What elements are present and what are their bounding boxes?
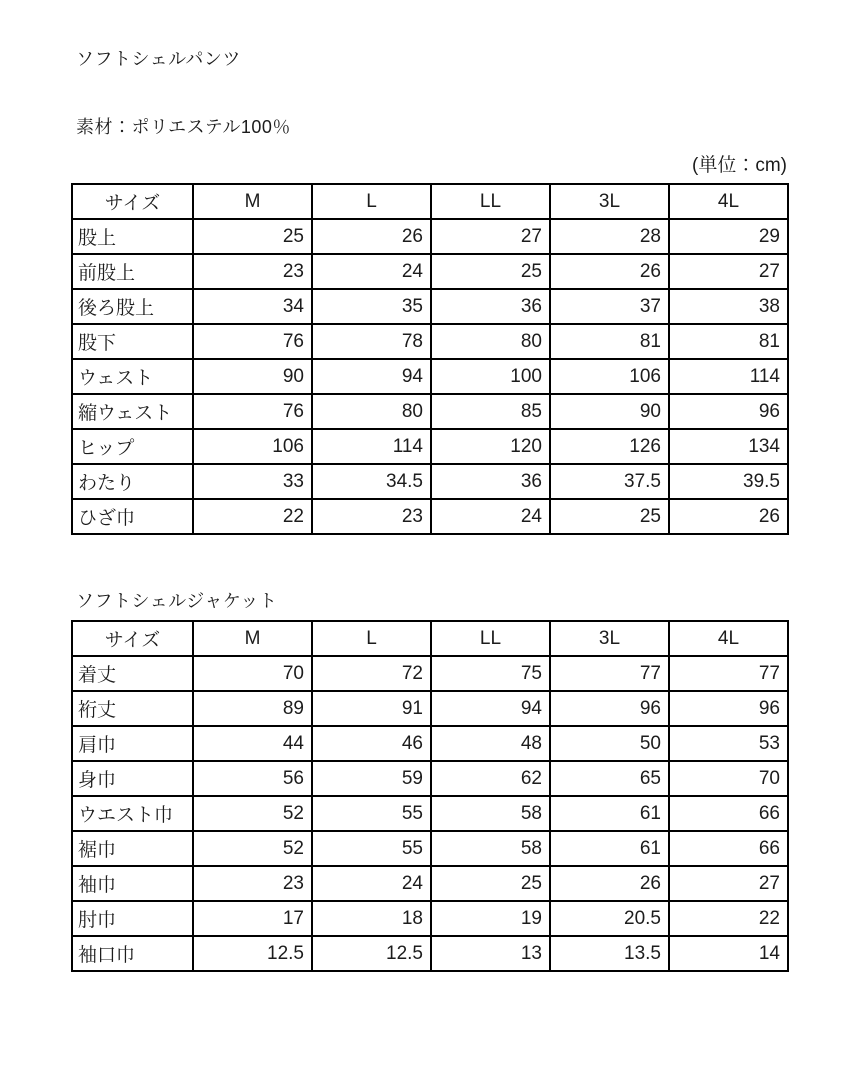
row-label-cell: 前股上 <box>72 254 193 289</box>
row-label-cell: 身巾 <box>72 761 193 796</box>
table-row <box>72 831 788 866</box>
size-header-row <box>72 184 788 219</box>
value-cell: 55 <box>312 831 431 866</box>
value-cell: 17 <box>193 901 312 936</box>
pants-section-title: ソフトシェルパンツ <box>76 49 241 69</box>
header-cell: L <box>312 621 431 656</box>
value-cell: 39.5 <box>669 464 788 499</box>
value-cell: 50 <box>550 726 669 761</box>
table-row <box>72 726 788 761</box>
value-cell: 34.5 <box>312 464 431 499</box>
value-cell: 72 <box>312 656 431 691</box>
table-row <box>72 324 788 359</box>
material-label: 素材：ポリエステル100％ <box>76 117 291 137</box>
value-cell: 91 <box>312 691 431 726</box>
value-cell: 56 <box>193 761 312 796</box>
value-cell: 53 <box>669 726 788 761</box>
row-label-cell: 肩巾 <box>72 726 193 761</box>
value-cell: 55 <box>312 796 431 831</box>
value-cell: 24 <box>431 499 550 534</box>
row-label-cell: 股上 <box>72 219 193 254</box>
value-cell: 44 <box>193 726 312 761</box>
value-cell: 106 <box>550 359 669 394</box>
value-cell: 77 <box>669 656 788 691</box>
value-cell: 70 <box>193 656 312 691</box>
header-cell: サイズ <box>72 621 193 656</box>
value-cell: 37.5 <box>550 464 669 499</box>
row-label-cell: 肘巾 <box>72 901 193 936</box>
value-cell: 96 <box>550 691 669 726</box>
value-cell: 70 <box>669 761 788 796</box>
value-cell: 27 <box>431 219 550 254</box>
value-cell: 75 <box>431 656 550 691</box>
value-cell: 81 <box>669 324 788 359</box>
value-cell: 37 <box>550 289 669 324</box>
value-cell: 100 <box>431 359 550 394</box>
value-cell: 13 <box>431 936 550 971</box>
row-label-cell: ウエスト巾 <box>72 796 193 831</box>
value-cell: 34 <box>193 289 312 324</box>
value-cell: 76 <box>193 324 312 359</box>
value-cell: 28 <box>550 219 669 254</box>
jacket-size-table <box>71 620 789 972</box>
value-cell: 120 <box>431 429 550 464</box>
table-row <box>72 219 788 254</box>
header-cell: M <box>193 621 312 656</box>
row-label-cell: ひざ巾 <box>72 499 193 534</box>
header-cell: LL <box>431 621 550 656</box>
value-cell: 58 <box>431 796 550 831</box>
value-cell: 94 <box>431 691 550 726</box>
row-label-cell: 縮ウェスト <box>72 394 193 429</box>
value-cell: 126 <box>550 429 669 464</box>
row-label-cell: 裄丈 <box>72 691 193 726</box>
table-row <box>72 901 788 936</box>
row-label-cell: ヒップ <box>72 429 193 464</box>
value-cell: 22 <box>193 499 312 534</box>
value-cell: 52 <box>193 831 312 866</box>
value-cell: 61 <box>550 831 669 866</box>
value-cell: 23 <box>312 499 431 534</box>
value-cell: 76 <box>193 394 312 429</box>
value-cell: 62 <box>431 761 550 796</box>
value-cell: 85 <box>431 394 550 429</box>
row-label-cell: 股下 <box>72 324 193 359</box>
table-row <box>72 464 788 499</box>
unit-note: (単位：cm) <box>692 155 787 176</box>
value-cell: 36 <box>431 289 550 324</box>
row-label-cell: 後ろ股上 <box>72 289 193 324</box>
row-label-cell: 袖巾 <box>72 866 193 901</box>
value-cell: 38 <box>669 289 788 324</box>
jacket-section-title: ソフトシェルジャケット <box>76 591 278 611</box>
value-cell: 23 <box>193 254 312 289</box>
size-header-row <box>72 621 788 656</box>
value-cell: 25 <box>431 866 550 901</box>
value-cell: 24 <box>312 254 431 289</box>
value-cell: 25 <box>431 254 550 289</box>
row-label-cell: わたり <box>72 464 193 499</box>
value-cell: 65 <box>550 761 669 796</box>
row-label-cell: 着丈 <box>72 656 193 691</box>
value-cell: 80 <box>431 324 550 359</box>
table-row <box>72 289 788 324</box>
header-cell: L <box>312 184 431 219</box>
value-cell: 46 <box>312 726 431 761</box>
value-cell: 78 <box>312 324 431 359</box>
value-cell: 19 <box>431 901 550 936</box>
row-label-cell: 袖口巾 <box>72 936 193 971</box>
row-label-cell: ウェスト <box>72 359 193 394</box>
value-cell: 77 <box>550 656 669 691</box>
value-cell: 90 <box>550 394 669 429</box>
table-row <box>72 499 788 534</box>
table-row <box>72 761 788 796</box>
value-cell: 66 <box>669 831 788 866</box>
value-cell: 96 <box>669 394 788 429</box>
row-label-cell: 裾巾 <box>72 831 193 866</box>
value-cell: 81 <box>550 324 669 359</box>
table-row <box>72 866 788 901</box>
value-cell: 89 <box>193 691 312 726</box>
pants-size-table <box>71 183 789 535</box>
header-cell: LL <box>431 184 550 219</box>
value-cell: 35 <box>312 289 431 324</box>
value-cell: 80 <box>312 394 431 429</box>
value-cell: 26 <box>312 219 431 254</box>
value-cell: 106 <box>193 429 312 464</box>
value-cell: 12.5 <box>312 936 431 971</box>
value-cell: 24 <box>312 866 431 901</box>
value-cell: 48 <box>431 726 550 761</box>
table-row <box>72 656 788 691</box>
value-cell: 26 <box>550 254 669 289</box>
header-cell: 4L <box>669 621 788 656</box>
table-row <box>72 429 788 464</box>
value-cell: 59 <box>312 761 431 796</box>
value-cell: 94 <box>312 359 431 394</box>
value-cell: 22 <box>669 901 788 936</box>
value-cell: 61 <box>550 796 669 831</box>
table-row <box>72 691 788 726</box>
value-cell: 27 <box>669 254 788 289</box>
value-cell: 36 <box>431 464 550 499</box>
value-cell: 12.5 <box>193 936 312 971</box>
table-row <box>72 936 788 971</box>
value-cell: 20.5 <box>550 901 669 936</box>
value-cell: 66 <box>669 796 788 831</box>
value-cell: 14 <box>669 936 788 971</box>
value-cell: 90 <box>193 359 312 394</box>
value-cell: 33 <box>193 464 312 499</box>
value-cell: 18 <box>312 901 431 936</box>
value-cell: 96 <box>669 691 788 726</box>
table-row <box>72 254 788 289</box>
header-cell: 4L <box>669 184 788 219</box>
table-row <box>72 394 788 429</box>
table-row <box>72 359 788 394</box>
value-cell: 29 <box>669 219 788 254</box>
value-cell: 26 <box>669 499 788 534</box>
value-cell: 134 <box>669 429 788 464</box>
header-cell: 3L <box>550 184 669 219</box>
value-cell: 27 <box>669 866 788 901</box>
value-cell: 114 <box>312 429 431 464</box>
value-cell: 114 <box>669 359 788 394</box>
header-cell: サイズ <box>72 184 193 219</box>
header-cell: 3L <box>550 621 669 656</box>
header-cell: M <box>193 184 312 219</box>
value-cell: 58 <box>431 831 550 866</box>
value-cell: 26 <box>550 866 669 901</box>
value-cell: 25 <box>193 219 312 254</box>
value-cell: 13.5 <box>550 936 669 971</box>
value-cell: 25 <box>550 499 669 534</box>
value-cell: 52 <box>193 796 312 831</box>
table-row <box>72 796 788 831</box>
value-cell: 23 <box>193 866 312 901</box>
